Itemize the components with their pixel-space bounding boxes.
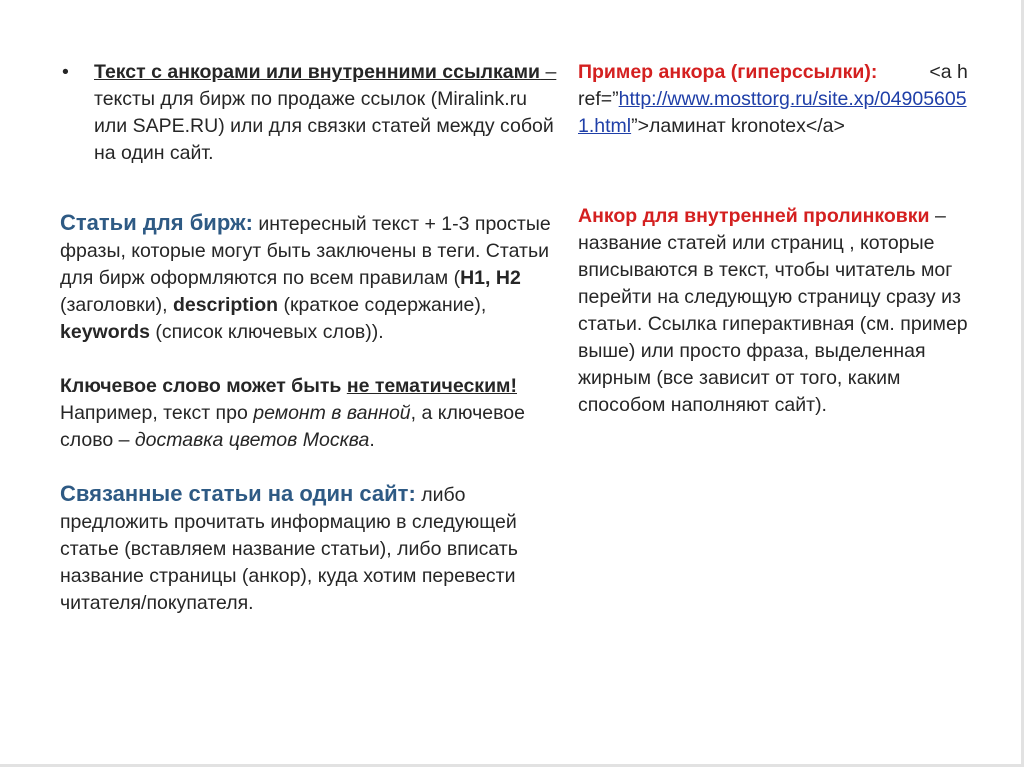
keyword-text-3: . xyxy=(369,429,375,451)
keyword-italic-2: доставка цветов Москва xyxy=(134,429,370,451)
articles-keywords: keywords xyxy=(60,321,150,343)
bullet-anchors-paragraph xyxy=(60,59,560,167)
example-lead: Пример анкора (гиперссылки): xyxy=(578,61,878,83)
left-column xyxy=(60,59,560,617)
anchors-lead: Текст с анкорами или внутренними ссылками xyxy=(94,61,541,83)
articles-text-1: интересный текст + 1-3 простые фразы, которые могут быть заключены в теги. Статьи для бирж оформляются по всем правилам ( xyxy=(60,213,551,289)
anchors-text: тексты для бирж по продаже ссылок (Miralink.ru или SAPE.RU) или для связки статей между собой на один сайт. xyxy=(94,88,554,164)
internal-linking-paragraph xyxy=(578,203,974,419)
anchors-dash: – xyxy=(540,61,557,83)
linked-text: либо предложить прочитать информацию в следующей статье (вставляем название статьи), либо вписать название страницы (анкор), куда хотим перевести читателя/покупателя. xyxy=(60,484,518,614)
keyword-paragraph xyxy=(60,373,560,454)
articles-heading: Статьи для бирж: xyxy=(60,210,253,235)
articles-h-tags: H1, H2 xyxy=(460,267,521,289)
keyword-underlined: не тематическим! xyxy=(346,375,517,397)
example-code-2: ”>ламинат kronotex</a> xyxy=(631,115,845,137)
keyword-lead: Ключевое слово может быть xyxy=(60,375,347,397)
anchor-example-paragraph xyxy=(578,59,974,140)
articles-paragraph xyxy=(60,209,560,346)
bullet-mark: • xyxy=(62,61,69,83)
right-column xyxy=(578,59,974,419)
internal-lead: Анкор для внутренней пролинковки xyxy=(578,205,930,227)
internal-text: – название статей или страниц , которые вписываются в текст, чтобы читатель мог перейти на следующую страницу сразу из статьи. Ссылка гиперактивная (см. пример выше) или просто фраза, выделенная жирным (все зависит от того, каким способом наполняют сайт). xyxy=(578,205,968,416)
articles-text-4: (список ключевых слов)). xyxy=(149,321,384,343)
linked-paragraph xyxy=(60,480,560,617)
keyword-text-2: , а ключевое слово – xyxy=(60,402,525,451)
articles-text-2: (заголовки), xyxy=(60,294,173,316)
keyword-text-1: Например, текст про xyxy=(60,402,254,424)
example-code-1: <a href=” xyxy=(578,61,968,110)
keyword-italic-1: ремонт в ванной xyxy=(253,402,411,424)
articles-text-3: (краткое содержание), xyxy=(278,294,487,316)
articles-description: description xyxy=(172,294,279,316)
linked-heading: Связанные статьи на один сайт: xyxy=(60,481,416,506)
example-url-link[interactable]: http://www.mosttorg.ru/site.xp/049056051.html xyxy=(578,88,967,137)
